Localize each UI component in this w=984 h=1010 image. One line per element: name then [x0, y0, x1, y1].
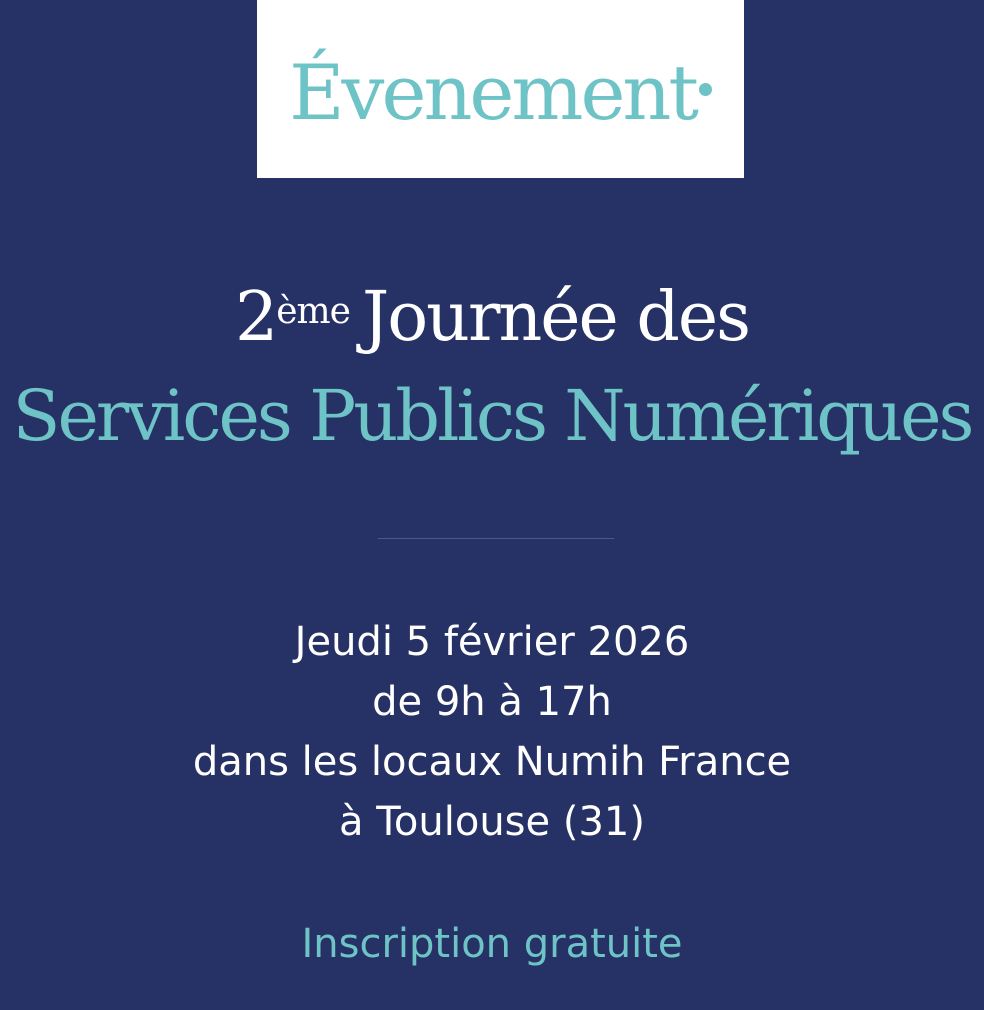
edition-ordinal-suffix: ème [276, 291, 350, 332]
title-line-1 [0, 278, 984, 358]
event-venue: dans les locaux Numih France [192, 739, 792, 785]
title-line-1-text: Journée des [361, 278, 750, 357]
event-date: Jeudi 5 février 2026 [294, 619, 690, 665]
divider [378, 538, 614, 539]
badge-dot [699, 83, 712, 96]
event-badge [257, 0, 744, 178]
title-line-2: Services Publics Numériques [12, 375, 972, 457]
registration-label: Inscription gratuite [301, 921, 683, 967]
edition-number: 2 [234, 278, 277, 357]
badge-label: Évenement [289, 47, 696, 137]
event-details [0, 612, 984, 852]
event-city: à Toulouse (31) [339, 799, 645, 845]
event-hours: de 9h à 17h [372, 679, 612, 725]
